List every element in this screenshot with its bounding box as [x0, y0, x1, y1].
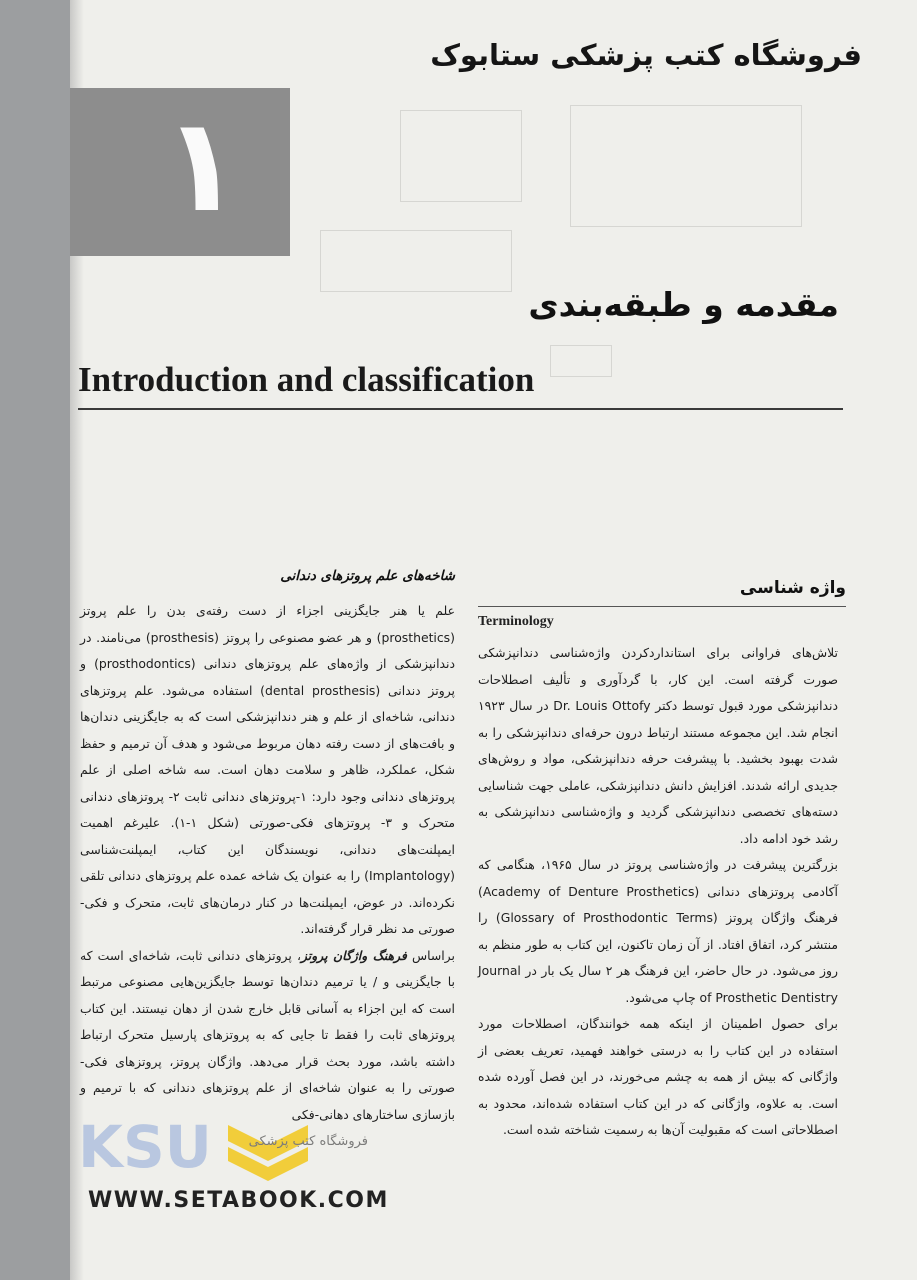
section-heading-branches: شاخه‌های علم پروتزهای دندانی: [280, 568, 455, 584]
chapter-title-fa: مقدمه و طبقه‌بندی: [528, 285, 839, 324]
left-column-text: [80, 598, 455, 1128]
chapter-number: ۱: [162, 89, 242, 241]
store-title: فروشگاه کتب پزشکی ستابوک: [430, 38, 862, 72]
book-page: [70, 0, 917, 1280]
glossary-term: فرهنگ واژگان پروتز: [300, 947, 407, 963]
paragraph: بزرگترین پیشرفت در واژه‌شناسی پروتز در سال ۱۹۶۵، هنگامی که آکادمی پروتزهای دندانی (Academy of Denture Prosthetics) فرهنگ واژگان پروتز (Glossary of Prosthodontic Terms) را منتشر کرد، اتفاق افتاد. از آن زمان تاکنون، این کتاب به طور منظم به روز می‌شود. در حال حاضر، این فرهنگ هر ۲ سال یک بار در Journal of Prosthetic Dentistry چاپ می‌شود.: [478, 857, 838, 1005]
text-span: ، پروتزهای دندانی ثابت، شاخه‌ای است که با جایگزینی و / یا ترمیم دندان‌ها توسط جایگزین‌هایی مصنوعی مرتبط است که این اجزاء به آسانی قابل خارج شدن از دهان نیستند. این کتاب پروتزهای ثابت را فقط تا جایی که به پروتزهای پارسیل متحرک ارتباط داشته باشد، مورد بحث قرار می‌دهد. واژگان پروتز، پروتزهای فکی-صورتی را به عنوان شاخه‌ای از علم پروتزهای دندانی که با ترمیم و بازسازی ساختارهای دهانی-فکی: [80, 947, 455, 1122]
logo-text: فروشگاه کتب پزشکی: [248, 1134, 368, 1149]
section-divider: [478, 606, 846, 607]
watermark-url: WWW.SETABOOK.COM: [88, 1188, 389, 1213]
section-heading-terminology-fa: واژه شناسی: [739, 578, 846, 598]
paragraph: برای حصول اطمینان از اینکه همه خوانندگان، اصطلاحات مورد استفاده در این کتاب را به درستی خواهند فهمید، تعریف بعضی از واژگانی که بیش از همه به چشم می‌خورند، در این فصل آورده شده است. به علاوه، واژگانی که در این کتاب استفاده شده‌اند، محدود به اصطلاحاتی است که مقبولیت آن‌ها به رسمیت شناخته شده است.: [478, 1016, 838, 1137]
ghost-diagram-box: [570, 105, 802, 227]
ghost-diagram-box: [400, 110, 522, 202]
title-divider: [78, 408, 843, 410]
right-column-text: [478, 640, 838, 1144]
setabook-logo-graphic: [78, 1105, 378, 1185]
text-span: براساس: [411, 947, 455, 963]
ghost-diagram-box: [320, 230, 512, 292]
svg-text:KSU: KSU: [78, 1113, 212, 1181]
section-heading-terminology-en: Terminology: [478, 614, 554, 629]
setabook-logo: [78, 1105, 378, 1185]
paragraph: [80, 943, 455, 1129]
paragraph: تلاش‌های فراوانی برای استانداردکردن واژه‌شناسی دندانپزشکی صورت گرفته است. این کار، با گردآوری و تألیف اصطلاحات دندانپزشکی مورد قبول توسط دکتر Dr. Louis Ottofy در سال ۱۹۲۳ انجام شد. این مجموعه مستند ارتباط درون حرفه‌ای دندانپزشکی را به شدت بهبود بخشید. با پیشرفت حرفه دندانپزشکی، مواد و روش‌های جدیدی ارائه شدند. افزایش دانش دندانپزشکی، عاملی جهت شناسایی دسته‌های تخصصی دندانپزشکی گردید و واژه‌شناسی دندانپزشکی به رشد خود ادامه داد.: [478, 645, 838, 846]
paragraph: علم یا هنر جایگزینی اجزاء از دست رفته‌ی بدن را علم پروتز (prosthetics) و هر عضو مصنوعی را پروتز (prosthesis) می‌نامند. در دندانپزشکی از واژه‌های علم پروتزهای دندانی (prosthodontics) و پروتز دندانی (dental prosthesis) استفاده می‌شود. علم پروتزهای دندانی، شاخه‌ای از علم و هنر دندانپزشکی است که به جایگزینی دندان‌ها و بافت‌های از دست رفته دهان مربوط می‌شود و هدف آن ترمیم و حفظ شکل، عملکرد، ظاهر و سلامت دهان است. سه شاخه اصلی از علم پروتزهای دندانی وجود دارد: ۱-پروتزهای دندانی ثابت ۲- پروتزهای دندانی متحرک و ۳- پروتزهای فکی-صورتی (شکل ۱-۱). علیرغم اهمیت ایمپلنت‌های دندانی، نویسندگان این کتاب، ایمپلنت‌شناسی (Implantology) را به عنوان یک شاخه عمده علم پروتزهای دندانی تلقی نکرده‌اند. در عوض، ایمپلنت‌ها در کنار درمان‌های ثابت، متحرک و فکی-صورتی مد نظر قرار گرفته‌اند.: [80, 603, 455, 936]
chapter-title-en: Introduction and classification: [78, 360, 535, 399]
